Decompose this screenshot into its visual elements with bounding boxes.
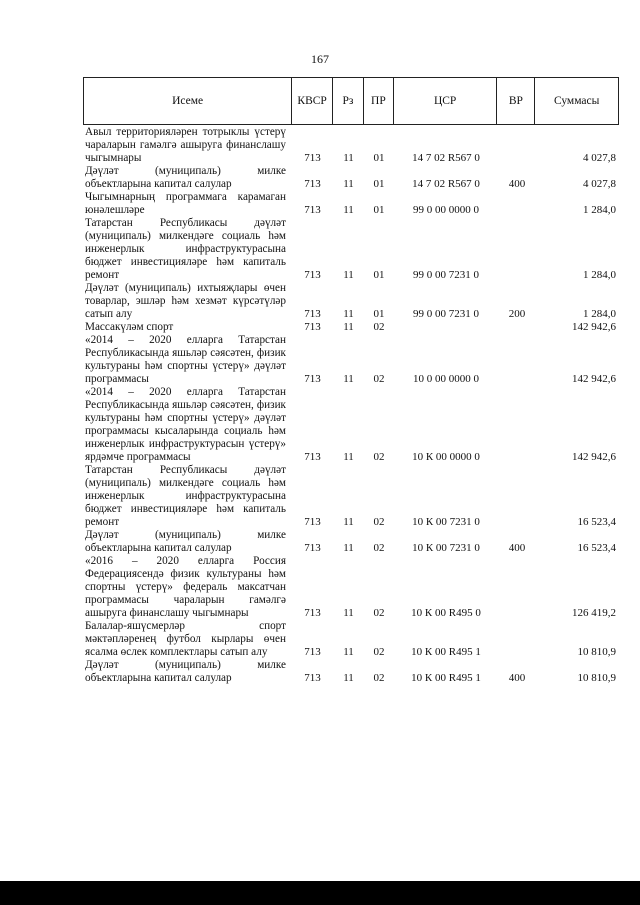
cell-pr: 01 bbox=[373, 178, 385, 190]
table-row bbox=[83, 620, 619, 659]
cell-csr: 99 0 00 7231 0 bbox=[413, 269, 479, 281]
cell-name: Дәүләт (муниципаль) милке объектларына капитал салулар bbox=[85, 659, 286, 684]
cell-name: Дәүләт (муниципаль) милке объектларына капитал салулар bbox=[85, 165, 286, 190]
cell-rz: 11 bbox=[343, 321, 354, 333]
cell-rz: 11 bbox=[343, 308, 354, 320]
cell-vr: 400 bbox=[508, 542, 526, 554]
table-row bbox=[83, 321, 619, 334]
header-name: Исеме bbox=[84, 78, 292, 124]
cell-csr: 14 7 02 R567 0 bbox=[412, 152, 480, 164]
cell-name: Татарстан Республикасы дәүләт (муниципаль) милкендәге социаль һәм инженерлык инфраструктурасына бюджет инвестицияләре һәм капиталь ремонт bbox=[85, 464, 286, 528]
cell-rz: 11 bbox=[343, 152, 354, 164]
cell-rz: 11 bbox=[343, 373, 354, 385]
cell-pr: 02 bbox=[373, 516, 385, 528]
cell-rz: 11 bbox=[343, 204, 354, 216]
cell-kvsr: 713 bbox=[304, 607, 321, 619]
cell-name: «2014 – 2020 елларга Татарстан Республикасында яшьләр сәясәтен, физик культураны һәм спортны үстерү» дәүләт программасы bbox=[85, 334, 286, 385]
cell-pr: 02 bbox=[373, 542, 385, 554]
cell-csr: 10 К 00 0000 0 bbox=[412, 451, 480, 463]
cell-kvsr: 713 bbox=[304, 373, 321, 385]
cell-sum: 4 027,8 bbox=[583, 178, 616, 190]
cell-csr: 10 К 00 R495 1 bbox=[411, 646, 481, 658]
cell-name: Авыл территорияләрен тотрыклы үстерү чараларын гамәлгә ашыруга финанслашу чыгымнары bbox=[85, 126, 286, 164]
scan-border bbox=[0, 881, 640, 905]
cell-pr: 01 bbox=[373, 308, 385, 320]
cell-vr: 400 bbox=[508, 672, 526, 684]
cell-pr: 02 bbox=[373, 451, 385, 463]
cell-sum: 4 027,8 bbox=[583, 152, 616, 164]
table-header bbox=[83, 77, 619, 125]
table-row bbox=[83, 555, 619, 620]
cell-name: Дәүләт (муниципаль) ихтыяҗлары өчен товарлар, эшләр һәм хезмәт күрсәтүләр сатып алу bbox=[85, 282, 286, 320]
cell-pr: 02 bbox=[373, 646, 385, 658]
cell-rz: 11 bbox=[343, 607, 354, 619]
cell-name: Чыгымнарның программага карамаган юнәлешләре bbox=[85, 191, 286, 216]
cell-csr: 10 К 00 7231 0 bbox=[412, 516, 480, 528]
table-row bbox=[83, 282, 619, 321]
table-row bbox=[83, 126, 619, 165]
cell-rz: 11 bbox=[343, 178, 354, 190]
cell-sum: 1 284,0 bbox=[583, 308, 616, 320]
cell-sum: 1 284,0 bbox=[583, 204, 616, 216]
cell-pr: 02 bbox=[373, 607, 385, 619]
cell-pr: 02 bbox=[373, 321, 385, 333]
cell-sum: 126 419,2 bbox=[572, 607, 616, 619]
header-pr: ПР bbox=[364, 78, 394, 124]
cell-rz: 11 bbox=[343, 672, 354, 684]
cell-kvsr: 713 bbox=[304, 542, 321, 554]
cell-kvsr: 713 bbox=[304, 178, 321, 190]
cell-kvsr: 713 bbox=[304, 451, 321, 463]
cell-pr: 01 bbox=[373, 204, 385, 216]
cell-kvsr: 713 bbox=[304, 321, 321, 333]
cell-sum: 10 810,9 bbox=[577, 672, 616, 684]
cell-name: Балалар-яшүсмерләр спорт мәктәпләренең футбол кырлары өчен ясалма өслек комплектлары сатып алу bbox=[85, 620, 286, 658]
cell-rz: 11 bbox=[343, 542, 354, 554]
cell-kvsr: 713 bbox=[304, 269, 321, 281]
cell-sum: 142 942,6 bbox=[572, 451, 616, 463]
cell-sum: 16 523,4 bbox=[577, 542, 616, 554]
cell-rz: 11 bbox=[343, 451, 354, 463]
table-row bbox=[83, 334, 619, 386]
cell-csr: 99 0 00 7231 0 bbox=[413, 308, 479, 320]
cell-vr: 200 bbox=[508, 308, 526, 320]
cell-csr: 14 7 02 R567 0 bbox=[412, 178, 480, 190]
table-row bbox=[83, 217, 619, 282]
cell-sum: 16 523,4 bbox=[577, 516, 616, 528]
cell-pr: 02 bbox=[373, 672, 385, 684]
cell-csr: 10 К 00 R495 1 bbox=[411, 672, 481, 684]
cell-rz: 11 bbox=[343, 516, 354, 528]
cell-kvsr: 713 bbox=[304, 308, 321, 320]
table-row bbox=[83, 464, 619, 529]
cell-pr: 02 bbox=[373, 373, 385, 385]
cell-rz: 11 bbox=[343, 646, 354, 658]
cell-name: «2016 – 2020 елларга Россия Федерациясендә физик культураны һәм спортны үстерү» федераль максатчан программасы чараларын гамәлгә ашыруга финанслашу чыгымнары bbox=[85, 555, 286, 619]
cell-name: Татарстан Республикасы дәүләт (муниципаль) милкендәге социаль һәм инженерлык инфраструктурасына бюджет инвестицияләре һәм капиталь ремонт bbox=[85, 217, 286, 281]
table-row bbox=[83, 659, 619, 685]
cell-csr: 10 К 00 R495 0 bbox=[411, 607, 481, 619]
table-row bbox=[83, 191, 619, 217]
cell-kvsr: 713 bbox=[304, 516, 321, 528]
cell-csr: 10 К 00 7231 0 bbox=[412, 542, 480, 554]
page-number: 167 bbox=[311, 52, 329, 66]
table-row bbox=[83, 386, 619, 464]
table-row bbox=[83, 165, 619, 191]
cell-sum: 1 284,0 bbox=[583, 269, 616, 281]
header-sum: Суммасы bbox=[553, 95, 600, 107]
cell-sum: 142 942,6 bbox=[572, 321, 616, 333]
cell-vr: 400 bbox=[508, 178, 526, 190]
cell-name: Дәүләт (муниципаль) милке объектларына капитал салулар bbox=[85, 529, 286, 554]
header-vr: ВР bbox=[497, 78, 535, 124]
cell-pr: 01 bbox=[373, 269, 385, 281]
table-body bbox=[83, 126, 619, 685]
cell-kvsr: 713 bbox=[304, 204, 321, 216]
cell-name: Массакүләм спорт bbox=[85, 321, 174, 333]
cell-pr: 01 bbox=[373, 152, 385, 164]
header-rz: Рз bbox=[333, 78, 364, 124]
cell-kvsr: 713 bbox=[304, 672, 321, 684]
cell-sum: 142 942,6 bbox=[572, 373, 616, 385]
cell-name: «2014 – 2020 елларга Татарстан Республикасында яшьләр сәясәтен, физик культураны һәм спортны үстерү» дәүләт программасы кысаларында социаль һәм инженерлык инфраструктурасын үстерү» ярдәмче программасы bbox=[85, 386, 286, 463]
cell-kvsr: 713 bbox=[304, 646, 321, 658]
table-row bbox=[83, 529, 619, 555]
cell-csr: 10 0 00 0000 0 bbox=[413, 373, 479, 385]
cell-sum: 10 810,9 bbox=[577, 646, 616, 658]
cell-kvsr: 713 bbox=[304, 152, 321, 164]
cell-csr: 99 0 00 0000 0 bbox=[413, 204, 479, 216]
header-kvsr: КВСР bbox=[292, 78, 333, 124]
cell-rz: 11 bbox=[343, 269, 354, 281]
header-csr: ЦСР bbox=[394, 78, 498, 124]
